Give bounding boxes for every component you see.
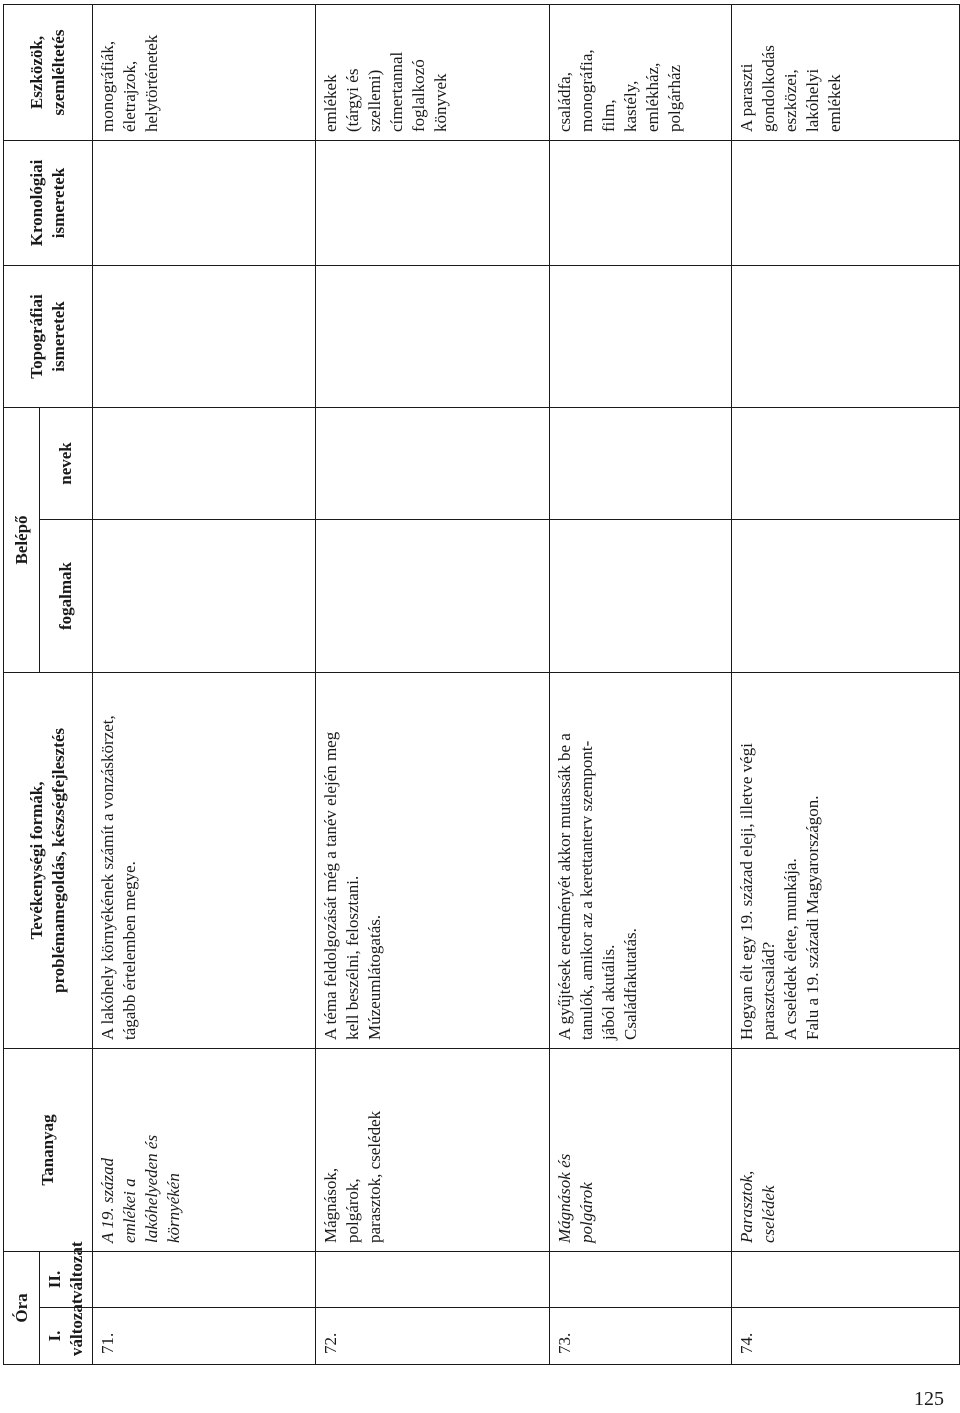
row-valtozat-2 (316, 1252, 550, 1308)
header-topo-line1: Topográfiai (27, 294, 46, 379)
rotated-table-page (3, 5, 958, 1365)
eszkozok-line: lakóhelyi (803, 68, 822, 132)
row-nevek (550, 407, 732, 519)
eszkozok-line: emlékek (825, 74, 844, 132)
header-ora: Óra (4, 1252, 40, 1365)
table-row (550, 4, 732, 1364)
header-belepo: Belépő (4, 407, 40, 672)
row-valtozat-2 (93, 1252, 316, 1308)
row-valtozat-2 (550, 1252, 732, 1308)
row-number: 72. (316, 1308, 550, 1365)
tananyag-line: parasztok, cselédek (365, 1110, 384, 1243)
header-krono-line2: ismeretek (49, 167, 68, 239)
header-valtozat2-line1: II. (45, 1270, 64, 1289)
row-fogalmak (316, 520, 550, 673)
eszkozok-line: emlékház, (643, 62, 662, 132)
header-valtozat1-line1: I. (45, 1330, 64, 1342)
header-tevekenyseg (4, 673, 93, 1049)
row-kronologiai (550, 140, 732, 265)
tevekenyseg-line: A lakóhely környékének számít a vonzáskörzet, (98, 715, 117, 1040)
eszkozok-line: A paraszti (737, 63, 756, 132)
header-nevek: nevek (40, 407, 93, 519)
tevekenyseg-line: tágabb értelemben megye. (120, 861, 139, 1040)
header-topo-line2: ismeretek (49, 301, 68, 372)
row-kronologiai (93, 140, 316, 265)
header-topografiai (4, 265, 93, 407)
row-topografiai (550, 265, 732, 407)
tevekenyseg-line: tanulók, amikor az a kerettanterv szempont- (577, 740, 596, 1040)
header-valtozat1-line2: változat (67, 1298, 86, 1356)
row-topografiai (732, 265, 960, 407)
tananyag-line: Parasztok, (737, 1170, 756, 1243)
header-eszkozok-line2: szemléltetés (49, 29, 68, 116)
tevekenyseg-line: A gyűjtések eredményét akkor mutassák be a (555, 733, 574, 1040)
tevekenyseg-line: kell beszélni, felosztani. (343, 875, 362, 1040)
row-eszkozok (732, 4, 960, 140)
table-row (316, 4, 550, 1364)
row-number: 71. (93, 1308, 316, 1365)
tananyag-line: lakóhelyeden és (142, 1134, 161, 1243)
row-number: 74. (732, 1308, 960, 1365)
row-kronologiai (316, 140, 550, 265)
header-eszkozok (4, 4, 93, 140)
tevekenyseg-line: Családfakutatás. (621, 928, 640, 1040)
header-eszkozok-line1: Eszközök, (27, 35, 46, 110)
eszkozok-line: gondolkodás (759, 45, 778, 132)
eszkozok-line: monográfiák, (98, 40, 117, 132)
eszkozok-line: foglalkozó (409, 59, 428, 132)
row-eszkozok (316, 4, 550, 140)
tananyag-line: Mágnások, (321, 1167, 340, 1243)
tevekenyseg-line: A téma feldolgozását még a tanév elején meg (321, 731, 340, 1040)
eszkozok-line: (tárgyi és (343, 68, 362, 132)
eszkozok-line: emlékek (321, 74, 340, 132)
tevekenyseg-line: Hogyan élt egy 19. század eleji, illetve végi (737, 743, 756, 1040)
eszkozok-line: eszközei, (781, 69, 800, 132)
header-valtozat-1 (40, 1298, 93, 1365)
tevekenyseg-line: Falu a 19. századi Magyarországon. (803, 795, 822, 1040)
row-valtozat-2 (732, 1252, 960, 1308)
eszkozok-line: monográfia, (577, 49, 596, 132)
eszkozok-line: könyvek (431, 73, 450, 132)
header-fogalmak: fogalmak (40, 520, 93, 673)
row-fogalmak (550, 520, 732, 673)
row-tananyag (93, 1049, 316, 1252)
row-nevek (316, 407, 550, 519)
row-tevekenyseg (93, 673, 316, 1049)
eszkozok-line: életrajzok, (120, 60, 139, 132)
eszkozok-line: polgárház (665, 64, 684, 132)
row-topografiai (316, 265, 550, 407)
eszkozok-line: kastély, (621, 80, 640, 132)
tananyag-line: polgárok (577, 1182, 596, 1243)
tananyag-line: Mágnások és (555, 1153, 574, 1243)
header-krono-line1: Kronológiai (27, 159, 46, 247)
row-tevekenyseg (316, 673, 550, 1049)
tevekenyseg-line: A cselédek élete, munkája. (781, 858, 800, 1040)
row-tevekenyseg (732, 673, 960, 1049)
table-row (732, 4, 960, 1364)
row-nevek (732, 407, 960, 519)
row-tananyag (550, 1049, 732, 1252)
row-kronologiai (732, 140, 960, 265)
row-tananyag (316, 1049, 550, 1252)
header-tevekenyseg-line2: problémamegoldás, készségfejlesztés (49, 727, 68, 994)
tevekenyseg-line: jából akutális. (599, 944, 618, 1040)
header-tananyag: Tananyag (4, 1049, 93, 1252)
lesson-plan-table (3, 4, 960, 1365)
tananyag-line: A 19. század (98, 1157, 117, 1243)
eszkozok-line: címertannal (387, 51, 406, 132)
row-nevek (93, 407, 316, 519)
row-number: 73. (550, 1308, 732, 1365)
header-valtozat2-line2: változat (67, 1241, 86, 1299)
row-eszkozok (550, 4, 732, 140)
row-fogalmak (93, 520, 316, 673)
header-kronologiai (4, 140, 93, 265)
table-row (93, 4, 316, 1364)
tananyag-line: polgárok, (343, 1178, 362, 1243)
eszkozok-line: film, (599, 99, 618, 132)
row-eszkozok (93, 4, 316, 140)
eszkozok-line: helytörténetek (142, 34, 161, 132)
tevekenyseg-line: Múzeumlátogatás. (365, 914, 384, 1040)
tananyag-line: környékén (164, 1173, 183, 1243)
row-tevekenyseg (550, 673, 732, 1049)
header-tevekenyseg-line1: Tevékenységi formák, (27, 781, 46, 940)
page-number: 125 (914, 1388, 944, 1410)
eszkozok-line: szellemi) (365, 69, 384, 132)
tevekenyseg-line: parasztcsalád? (759, 941, 778, 1040)
row-fogalmak (732, 520, 960, 673)
tananyag-line: cselédek (759, 1185, 778, 1243)
row-topografiai (93, 265, 316, 407)
eszkozok-line: családfa, (555, 72, 574, 132)
tananyag-line: emlékei a (120, 1178, 139, 1243)
row-tananyag (732, 1049, 960, 1252)
